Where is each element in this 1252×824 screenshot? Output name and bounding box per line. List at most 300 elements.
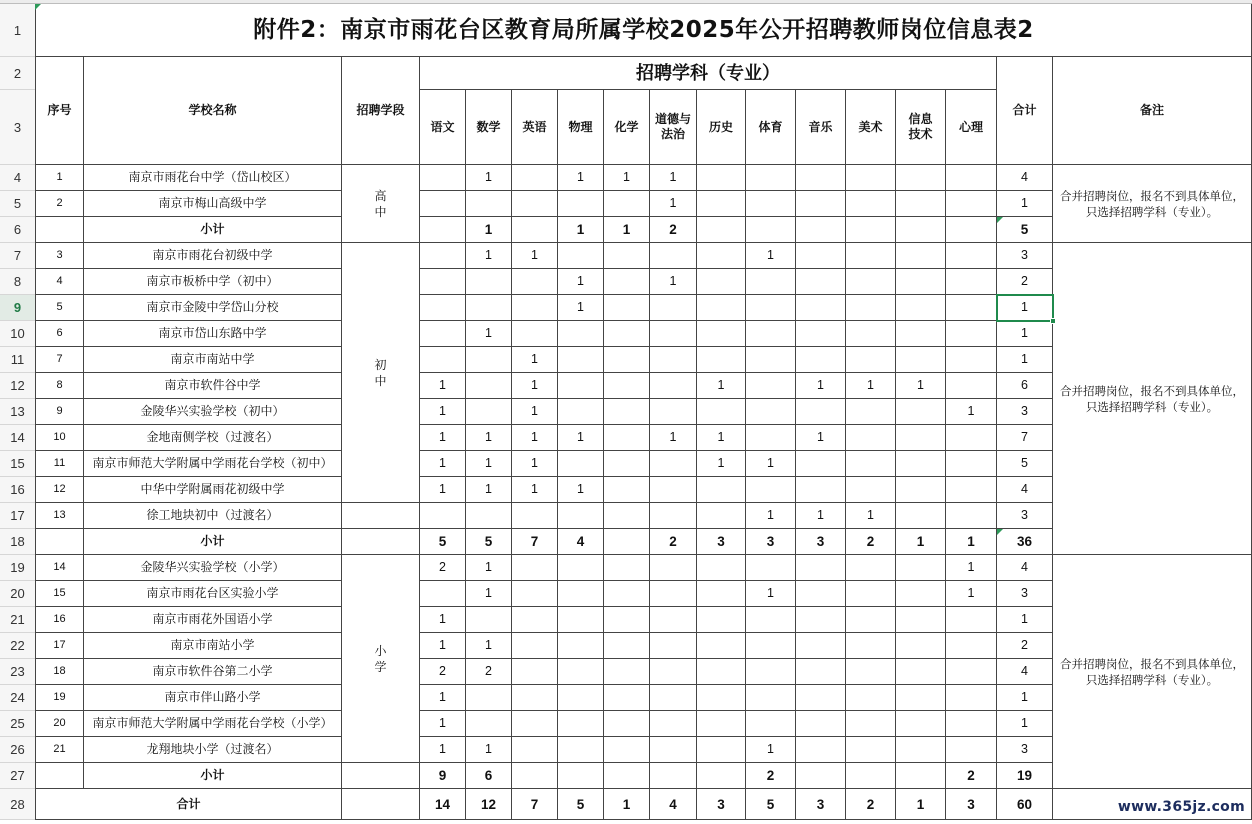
subtotal-count-music[interactable] (796, 217, 846, 243)
count-cell-morality-law[interactable]: 1 (650, 269, 697, 295)
count-cell-chemistry[interactable] (604, 321, 650, 347)
total-cell[interactable]: 3 (997, 243, 1053, 269)
count-cell-history[interactable] (697, 711, 746, 737)
count-cell-morality-law[interactable] (650, 243, 697, 269)
subtotal-count-physics[interactable]: 4 (558, 529, 604, 555)
total-cell[interactable]: 1 (997, 711, 1053, 737)
count-cell-physics[interactable] (558, 659, 604, 685)
count-cell-english[interactable] (512, 191, 558, 217)
count-cell-it[interactable] (896, 633, 946, 659)
count-cell-chinese[interactable]: 2 (420, 659, 466, 685)
count-cell-chemistry[interactable] (604, 659, 650, 685)
count-cell-chemistry[interactable] (604, 555, 650, 581)
count-cell-history[interactable] (697, 399, 746, 425)
seq-cell-empty[interactable] (35, 763, 84, 789)
subtotal-count-music[interactable] (796, 763, 846, 789)
school-name-cell[interactable]: 南京市雨花台区实验小学 (84, 581, 342, 607)
count-cell-history[interactable] (697, 243, 746, 269)
total-cell[interactable]: 1 (997, 295, 1053, 321)
count-cell-morality-law[interactable]: 1 (650, 425, 697, 451)
school-name-cell[interactable]: 南京市软件谷第二小学 (84, 659, 342, 685)
count-cell-pe[interactable]: 1 (746, 451, 796, 477)
count-cell-art[interactable] (846, 269, 896, 295)
header-stage[interactable]: 招聘学段 (342, 57, 420, 165)
subtotal-count-art[interactable] (846, 217, 896, 243)
row-header[interactable]: 26 (0, 737, 35, 763)
subtotal-count-psychology[interactable] (946, 217, 997, 243)
row-header[interactable]: 9 (0, 295, 35, 321)
count-cell-it[interactable] (896, 295, 946, 321)
count-cell-pe[interactable]: 1 (746, 581, 796, 607)
count-cell-history[interactable] (697, 269, 746, 295)
seq-cell[interactable]: 21 (35, 737, 84, 763)
count-cell-pe[interactable] (746, 295, 796, 321)
count-cell-english[interactable] (512, 711, 558, 737)
count-cell-physics[interactable]: 1 (558, 425, 604, 451)
count-cell-english[interactable]: 1 (512, 477, 558, 503)
subtotal-total-cell[interactable]: 5 (997, 217, 1053, 243)
count-cell-morality-law[interactable] (650, 477, 697, 503)
row-header[interactable]: 8 (0, 269, 35, 295)
subtotal-count-chinese[interactable] (420, 217, 466, 243)
count-cell-math[interactable]: 1 (466, 425, 512, 451)
count-cell-math[interactable]: 1 (466, 633, 512, 659)
school-name-cell[interactable]: 金陵华兴实验学校（小学） (84, 555, 342, 581)
count-cell-physics[interactable] (558, 451, 604, 477)
count-cell-music[interactable] (796, 347, 846, 373)
seq-cell[interactable]: 9 (35, 399, 84, 425)
count-cell-math[interactable]: 1 (466, 451, 512, 477)
header-subject-english[interactable]: 英语 (512, 90, 558, 165)
count-cell-music[interactable] (796, 295, 846, 321)
count-cell-pe[interactable] (746, 321, 796, 347)
row-header[interactable]: 18 (0, 529, 35, 555)
count-cell-physics[interactable] (558, 607, 604, 633)
count-cell-it[interactable] (896, 321, 946, 347)
total-cell[interactable]: 1 (997, 191, 1053, 217)
row-header[interactable]: 13 (0, 399, 35, 425)
count-cell-english[interactable] (512, 321, 558, 347)
grand-total-count-chinese[interactable]: 14 (420, 789, 466, 820)
stage-cell[interactable]: 初中 (342, 243, 420, 503)
count-cell-art[interactable] (846, 451, 896, 477)
count-cell-english[interactable] (512, 165, 558, 191)
count-cell-psychology[interactable] (946, 269, 997, 295)
header-subject-morality-law[interactable]: 道德与法治 (650, 90, 697, 165)
title-cell[interactable]: 附件2：南京市雨花台区教育局所属学校2025年公开招聘教师岗位信息表2 (35, 4, 1252, 57)
count-cell-english[interactable] (512, 269, 558, 295)
fill-handle[interactable] (1050, 318, 1056, 324)
count-cell-chinese[interactable]: 1 (420, 373, 466, 399)
subtotal-count-physics[interactable] (558, 763, 604, 789)
school-name-cell[interactable]: 南京市师范大学附属中学雨花台学校（小学） (84, 711, 342, 737)
total-cell[interactable]: 1 (997, 685, 1053, 711)
seq-cell[interactable]: 8 (35, 373, 84, 399)
row-header[interactable]: 25 (0, 711, 35, 737)
grand-total-count-history[interactable]: 3 (697, 789, 746, 820)
row-header[interactable]: 21 (0, 607, 35, 633)
count-cell-music[interactable] (796, 165, 846, 191)
count-cell-english[interactable] (512, 685, 558, 711)
count-cell-chemistry[interactable] (604, 737, 650, 763)
count-cell-art[interactable] (846, 243, 896, 269)
count-cell-music[interactable] (796, 451, 846, 477)
count-cell-it[interactable] (896, 737, 946, 763)
count-cell-psychology[interactable] (946, 425, 997, 451)
stage-cell-empty[interactable] (342, 503, 420, 529)
total-cell[interactable]: 3 (997, 503, 1053, 529)
count-cell-english[interactable]: 1 (512, 347, 558, 373)
school-name-cell[interactable]: 南京市师范大学附属中学雨花台学校（初中） (84, 451, 342, 477)
count-cell-music[interactable] (796, 659, 846, 685)
count-cell-art[interactable] (846, 399, 896, 425)
row-header[interactable]: 15 (0, 451, 35, 477)
count-cell-math[interactable] (466, 685, 512, 711)
count-cell-art[interactable] (846, 685, 896, 711)
subtotal-count-morality-law[interactable] (650, 763, 697, 789)
count-cell-psychology[interactable] (946, 165, 997, 191)
count-cell-art[interactable] (846, 191, 896, 217)
subtotal-count-art[interactable] (846, 763, 896, 789)
row-header[interactable]: 23 (0, 659, 35, 685)
count-cell-art[interactable] (846, 165, 896, 191)
header-subjects-group[interactable]: 招聘学科（专业） (420, 57, 997, 90)
count-cell-music[interactable] (796, 269, 846, 295)
subtotal-label-cell[interactable]: 小计 (84, 217, 342, 243)
subtotal-count-history[interactable] (697, 763, 746, 789)
school-name-cell[interactable]: 金地南侧学校（过渡名） (84, 425, 342, 451)
count-cell-morality-law[interactable] (650, 659, 697, 685)
count-cell-chemistry[interactable] (604, 243, 650, 269)
count-cell-math[interactable]: 1 (466, 737, 512, 763)
count-cell-english[interactable] (512, 295, 558, 321)
stage-cell-empty[interactable] (342, 789, 420, 820)
count-cell-pe[interactable] (746, 711, 796, 737)
count-cell-music[interactable] (796, 555, 846, 581)
count-cell-art[interactable] (846, 477, 896, 503)
subtotal-count-chemistry[interactable] (604, 763, 650, 789)
count-cell-chinese[interactable] (420, 347, 466, 373)
count-cell-psychology[interactable] (946, 633, 997, 659)
count-cell-pe[interactable] (746, 477, 796, 503)
seq-cell-empty[interactable] (35, 529, 84, 555)
count-cell-music[interactable] (796, 711, 846, 737)
count-cell-pe[interactable] (746, 555, 796, 581)
count-cell-music[interactable]: 1 (796, 425, 846, 451)
count-cell-physics[interactable] (558, 347, 604, 373)
count-cell-pe[interactable]: 1 (746, 737, 796, 763)
grand-total-count-it[interactable]: 1 (896, 789, 946, 820)
count-cell-psychology[interactable] (946, 373, 997, 399)
count-cell-physics[interactable] (558, 711, 604, 737)
count-cell-chemistry[interactable] (604, 607, 650, 633)
count-cell-art[interactable] (846, 321, 896, 347)
row-header[interactable]: 11 (0, 347, 35, 373)
count-cell-history[interactable] (697, 607, 746, 633)
grand-total-count-chemistry[interactable]: 1 (604, 789, 650, 820)
count-cell-physics[interactable] (558, 191, 604, 217)
count-cell-physics[interactable] (558, 555, 604, 581)
count-cell-chinese[interactable]: 1 (420, 425, 466, 451)
count-cell-psychology[interactable] (946, 451, 997, 477)
count-cell-it[interactable] (896, 607, 946, 633)
count-cell-psychology[interactable] (946, 295, 997, 321)
count-cell-morality-law[interactable] (650, 451, 697, 477)
count-cell-art[interactable] (846, 295, 896, 321)
seq-cell[interactable]: 17 (35, 633, 84, 659)
count-cell-it[interactable] (896, 347, 946, 373)
count-cell-psychology[interactable] (946, 347, 997, 373)
count-cell-morality-law[interactable] (650, 295, 697, 321)
count-cell-physics[interactable]: 1 (558, 295, 604, 321)
school-name-cell[interactable]: 南京市雨花台中学（岱山校区） (84, 165, 342, 191)
count-cell-chemistry[interactable] (604, 477, 650, 503)
grand-total-count-physics[interactable]: 5 (558, 789, 604, 820)
count-cell-chinese[interactable] (420, 503, 466, 529)
total-cell[interactable]: 4 (997, 165, 1053, 191)
count-cell-it[interactable] (896, 555, 946, 581)
subtotal-count-math[interactable]: 6 (466, 763, 512, 789)
count-cell-it[interactable] (896, 191, 946, 217)
count-cell-history[interactable] (697, 295, 746, 321)
count-cell-music[interactable] (796, 477, 846, 503)
count-cell-math[interactable] (466, 347, 512, 373)
subtotal-count-music[interactable]: 3 (796, 529, 846, 555)
count-cell-music[interactable] (796, 243, 846, 269)
count-cell-art[interactable] (846, 347, 896, 373)
count-cell-math[interactable] (466, 373, 512, 399)
subtotal-count-chinese[interactable]: 5 (420, 529, 466, 555)
total-cell[interactable]: 5 (997, 451, 1053, 477)
count-cell-it[interactable] (896, 399, 946, 425)
count-cell-music[interactable]: 1 (796, 373, 846, 399)
subtotal-count-english[interactable]: 7 (512, 529, 558, 555)
remark-cell[interactable]: 合并招聘岗位，报名不到具体单位，只选择招聘学科（专业）。 (1053, 243, 1252, 555)
header-subject-music[interactable]: 音乐 (796, 90, 846, 165)
school-name-cell[interactable]: 南京市软件谷中学 (84, 373, 342, 399)
school-name-cell[interactable]: 南京市金陵中学岱山分校 (84, 295, 342, 321)
total-cell[interactable]: 6 (997, 373, 1053, 399)
count-cell-chinese[interactable]: 1 (420, 633, 466, 659)
stage-cell[interactable]: 高中 (342, 165, 420, 243)
count-cell-physics[interactable]: 1 (558, 165, 604, 191)
count-cell-music[interactable] (796, 399, 846, 425)
row-header[interactable]: 20 (0, 581, 35, 607)
count-cell-chinese[interactable]: 1 (420, 737, 466, 763)
count-cell-psychology[interactable]: 1 (946, 581, 997, 607)
count-cell-pe[interactable] (746, 633, 796, 659)
count-cell-music[interactable] (796, 607, 846, 633)
count-cell-history[interactable] (697, 165, 746, 191)
header-subject-history[interactable]: 历史 (697, 90, 746, 165)
row-header[interactable]: 6 (0, 217, 35, 243)
subtotal-count-psychology[interactable]: 1 (946, 529, 997, 555)
total-cell[interactable]: 1 (997, 347, 1053, 373)
grand-total-count-pe[interactable]: 5 (746, 789, 796, 820)
count-cell-chinese[interactable] (420, 269, 466, 295)
school-name-cell[interactable]: 中华中学附属雨花初级中学 (84, 477, 342, 503)
count-cell-pe[interactable] (746, 373, 796, 399)
count-cell-english[interactable]: 1 (512, 243, 558, 269)
count-cell-morality-law[interactable] (650, 581, 697, 607)
count-cell-art[interactable] (846, 633, 896, 659)
header-subject-chinese[interactable]: 语文 (420, 90, 466, 165)
count-cell-history[interactable] (697, 347, 746, 373)
count-cell-pe[interactable] (746, 269, 796, 295)
header-school-name[interactable]: 学校名称 (84, 57, 342, 165)
count-cell-chinese[interactable] (420, 295, 466, 321)
count-cell-chinese[interactable] (420, 321, 466, 347)
total-cell[interactable]: 3 (997, 581, 1053, 607)
count-cell-morality-law[interactable] (650, 685, 697, 711)
seq-cell[interactable]: 18 (35, 659, 84, 685)
count-cell-english[interactable] (512, 737, 558, 763)
count-cell-math[interactable]: 1 (466, 321, 512, 347)
count-cell-history[interactable]: 1 (697, 425, 746, 451)
subtotal-total-cell[interactable]: 36 (997, 529, 1053, 555)
count-cell-it[interactable] (896, 243, 946, 269)
subtotal-count-art[interactable]: 2 (846, 529, 896, 555)
subtotal-count-psychology[interactable]: 2 (946, 763, 997, 789)
count-cell-chemistry[interactable] (604, 451, 650, 477)
count-cell-chemistry[interactable] (604, 399, 650, 425)
subtotal-count-history[interactable] (697, 217, 746, 243)
total-cell[interactable]: 7 (997, 425, 1053, 451)
count-cell-psychology[interactable] (946, 243, 997, 269)
subtotal-count-pe[interactable]: 2 (746, 763, 796, 789)
count-cell-chemistry[interactable] (604, 347, 650, 373)
school-name-cell[interactable]: 南京市南站中学 (84, 347, 342, 373)
count-cell-music[interactable] (796, 191, 846, 217)
subtotal-count-pe[interactable] (746, 217, 796, 243)
count-cell-art[interactable] (846, 737, 896, 763)
count-cell-history[interactable]: 1 (697, 373, 746, 399)
count-cell-chemistry[interactable] (604, 685, 650, 711)
count-cell-it[interactable] (896, 685, 946, 711)
row-header[interactable]: 16 (0, 477, 35, 503)
subtotal-count-it[interactable] (896, 763, 946, 789)
count-cell-math[interactable] (466, 607, 512, 633)
subtotal-count-math[interactable]: 1 (466, 217, 512, 243)
total-cell[interactable]: 3 (997, 737, 1053, 763)
count-cell-pe[interactable] (746, 607, 796, 633)
remark-cell[interactable]: 合并招聘岗位，报名不到具体单位，只选择招聘学科（专业）。 (1053, 165, 1252, 243)
count-cell-psychology[interactable] (946, 191, 997, 217)
count-cell-it[interactable] (896, 581, 946, 607)
row-header[interactable]: 17 (0, 503, 35, 529)
seq-cell[interactable]: 5 (35, 295, 84, 321)
subtotal-count-english[interactable] (512, 217, 558, 243)
school-name-cell[interactable]: 南京市梅山高级中学 (84, 191, 342, 217)
count-cell-music[interactable] (796, 321, 846, 347)
count-cell-chemistry[interactable] (604, 191, 650, 217)
count-cell-music[interactable] (796, 737, 846, 763)
seq-cell[interactable]: 19 (35, 685, 84, 711)
row-header[interactable]: 12 (0, 373, 35, 399)
count-cell-english[interactable]: 1 (512, 373, 558, 399)
count-cell-morality-law[interactable]: 1 (650, 191, 697, 217)
school-name-cell[interactable]: 南京市雨花台初级中学 (84, 243, 342, 269)
count-cell-morality-law[interactable] (650, 737, 697, 763)
subtotal-count-chemistry[interactable]: 1 (604, 217, 650, 243)
count-cell-math[interactable] (466, 269, 512, 295)
count-cell-pe[interactable]: 1 (746, 243, 796, 269)
total-cell[interactable]: 4 (997, 555, 1053, 581)
count-cell-history[interactable] (697, 737, 746, 763)
count-cell-psychology[interactable] (946, 607, 997, 633)
count-cell-chemistry[interactable] (604, 373, 650, 399)
count-cell-chinese[interactable]: 1 (420, 607, 466, 633)
count-cell-history[interactable] (697, 685, 746, 711)
count-cell-physics[interactable] (558, 503, 604, 529)
count-cell-english[interactable] (512, 659, 558, 685)
count-cell-morality-law[interactable] (650, 399, 697, 425)
count-cell-it[interactable] (896, 659, 946, 685)
row-header[interactable]: 5 (0, 191, 35, 217)
seq-cell[interactable]: 4 (35, 269, 84, 295)
count-cell-morality-law[interactable] (650, 347, 697, 373)
count-cell-it[interactable] (896, 503, 946, 529)
count-cell-it[interactable] (896, 165, 946, 191)
row-header[interactable]: 19 (0, 555, 35, 581)
count-cell-history[interactable] (697, 581, 746, 607)
count-cell-chinese[interactable] (420, 191, 466, 217)
count-cell-history[interactable] (697, 633, 746, 659)
count-cell-english[interactable] (512, 555, 558, 581)
count-cell-math[interactable]: 1 (466, 477, 512, 503)
count-cell-math[interactable]: 1 (466, 243, 512, 269)
row-header[interactable]: 1 (0, 4, 35, 57)
count-cell-math[interactable]: 1 (466, 555, 512, 581)
subtotal-count-physics[interactable]: 1 (558, 217, 604, 243)
seq-cell[interactable]: 10 (35, 425, 84, 451)
count-cell-it[interactable]: 1 (896, 373, 946, 399)
count-cell-psychology[interactable]: 1 (946, 399, 997, 425)
row-header[interactable]: 27 (0, 763, 35, 789)
count-cell-math[interactable]: 2 (466, 659, 512, 685)
count-cell-art[interactable] (846, 425, 896, 451)
header-subject-art[interactable]: 美术 (846, 90, 896, 165)
count-cell-pe[interactable] (746, 425, 796, 451)
count-cell-math[interactable] (466, 711, 512, 737)
count-cell-english[interactable]: 1 (512, 451, 558, 477)
total-cell[interactable]: 4 (997, 477, 1053, 503)
count-cell-it[interactable] (896, 451, 946, 477)
school-name-cell[interactable]: 南京市南站小学 (84, 633, 342, 659)
total-cell[interactable]: 1 (997, 321, 1053, 347)
count-cell-physics[interactable] (558, 321, 604, 347)
count-cell-chinese[interactable]: 1 (420, 477, 466, 503)
count-cell-chemistry[interactable] (604, 711, 650, 737)
count-cell-chinese[interactable] (420, 243, 466, 269)
seq-cell[interactable]: 11 (35, 451, 84, 477)
count-cell-psychology[interactable] (946, 477, 997, 503)
row-header[interactable]: 2 (0, 57, 35, 90)
count-cell-pe[interactable] (746, 191, 796, 217)
subtotal-total-cell[interactable]: 19 (997, 763, 1053, 789)
count-cell-it[interactable] (896, 425, 946, 451)
grand-total-count-music[interactable]: 3 (796, 789, 846, 820)
count-cell-morality-law[interactable] (650, 555, 697, 581)
count-cell-english[interactable] (512, 503, 558, 529)
total-cell[interactable]: 1 (997, 607, 1053, 633)
subtotal-count-chemistry[interactable] (604, 529, 650, 555)
header-total[interactable]: 合计 (997, 57, 1053, 165)
school-name-cell[interactable]: 龙翔地块小学（过渡名） (84, 737, 342, 763)
count-cell-history[interactable] (697, 477, 746, 503)
count-cell-psychology[interactable] (946, 711, 997, 737)
count-cell-art[interactable]: 1 (846, 503, 896, 529)
